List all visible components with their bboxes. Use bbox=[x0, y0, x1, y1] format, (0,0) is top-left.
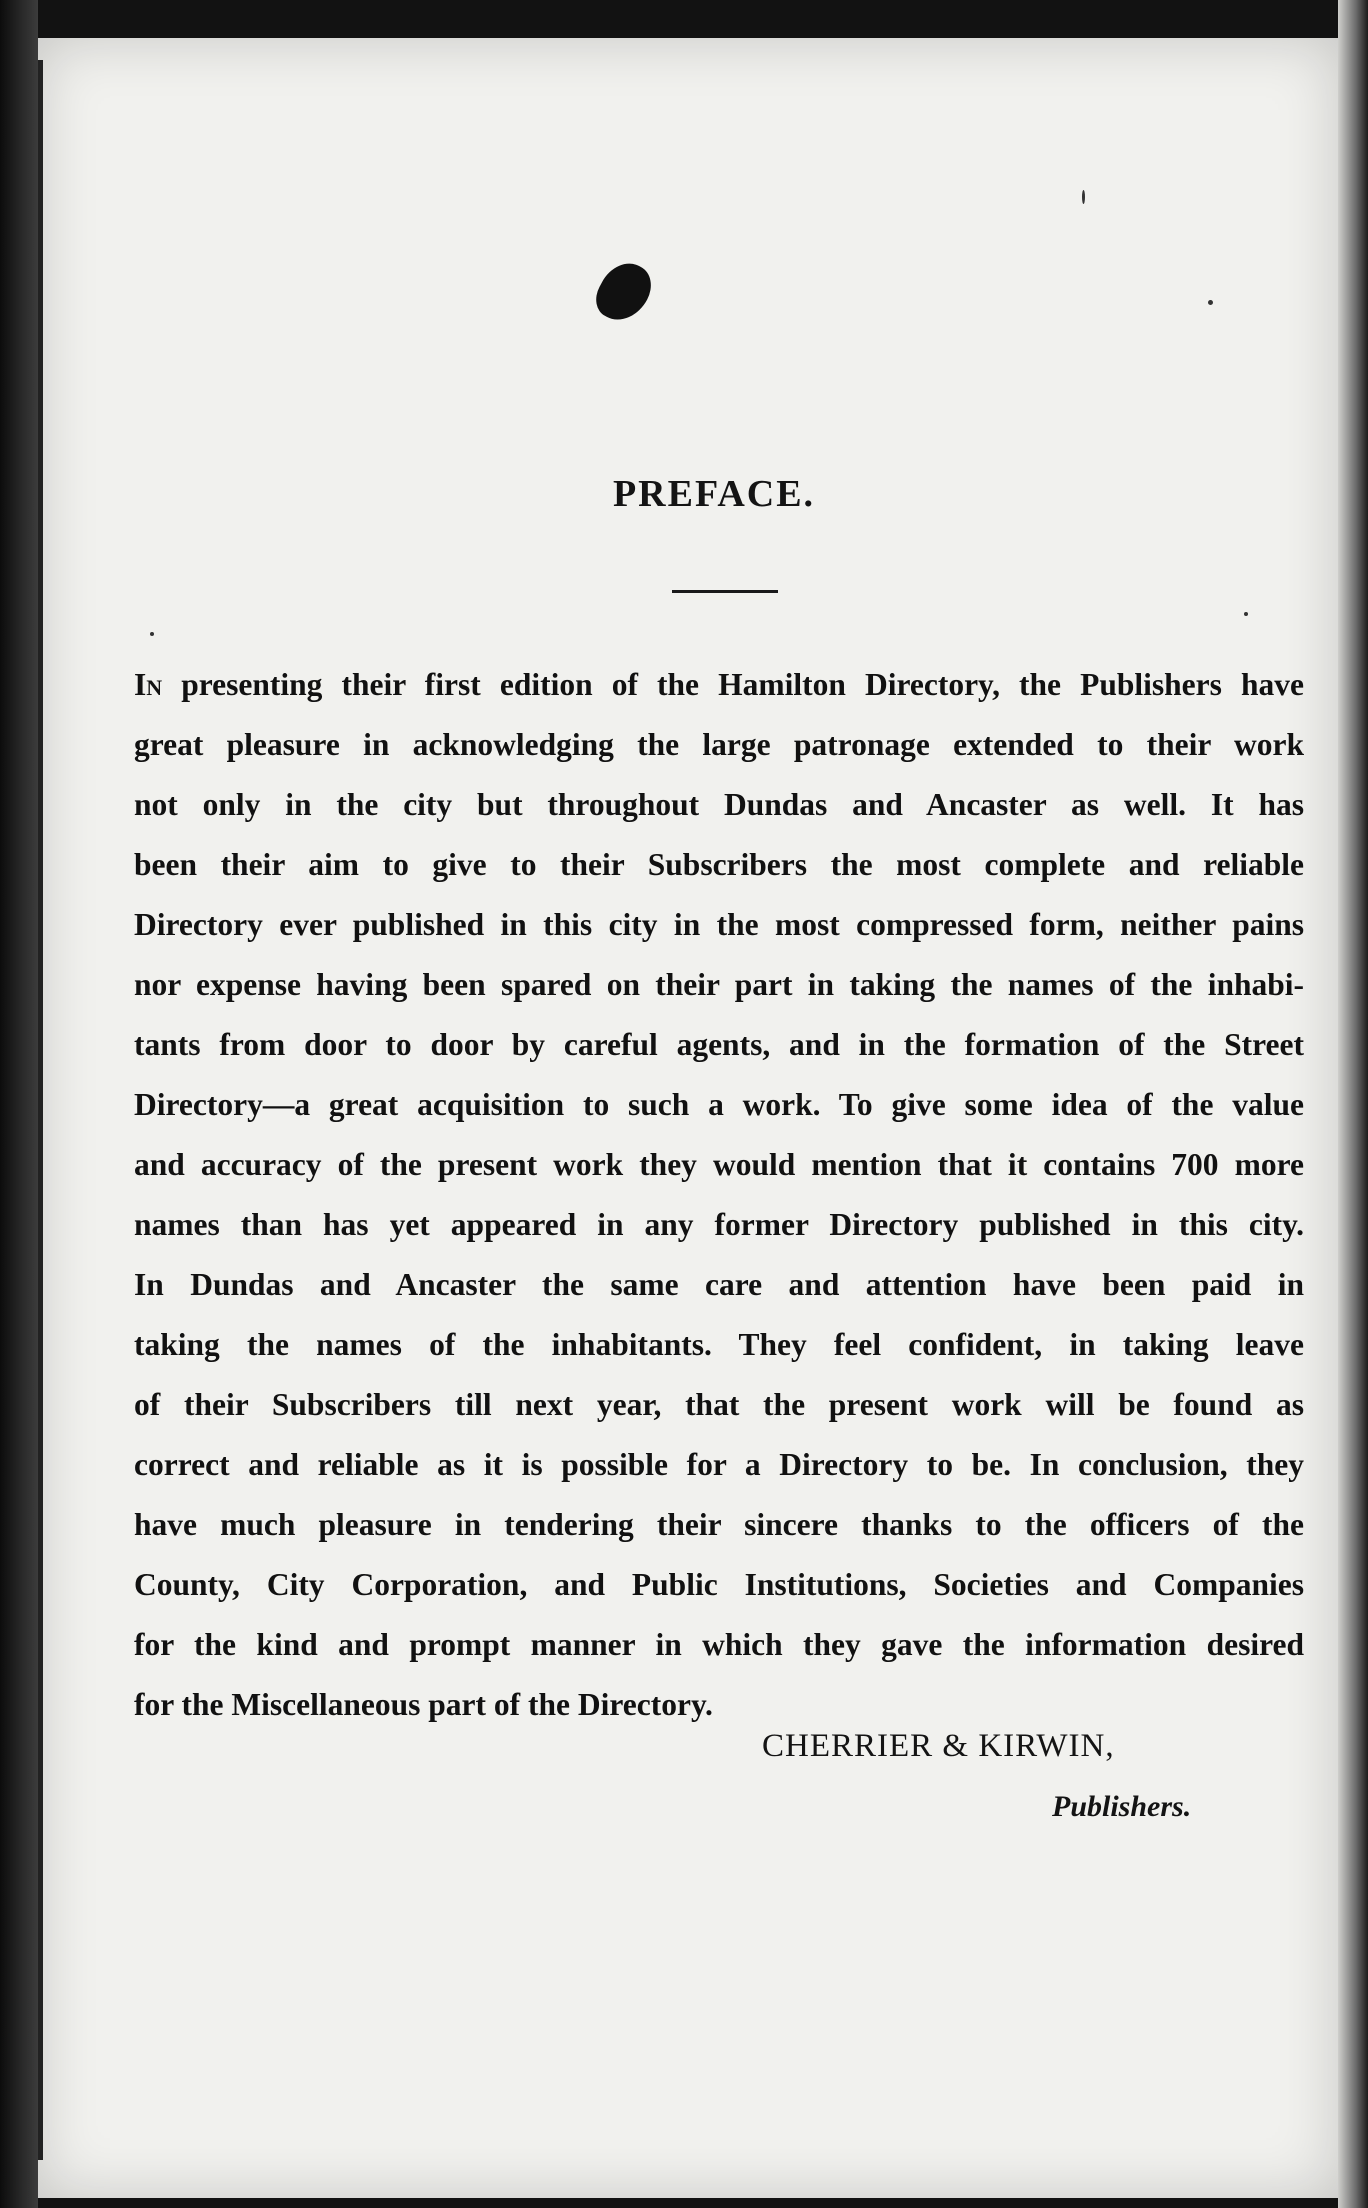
book-binding bbox=[0, 0, 38, 2208]
body-line bbox=[134, 715, 1304, 775]
body-line-text: correct and reliable as it is possible for a Directory to be. In conclusion, they bbox=[134, 1447, 1304, 1482]
body-line bbox=[134, 1135, 1304, 1195]
preface-body bbox=[134, 655, 1304, 1735]
body-line bbox=[134, 835, 1304, 895]
body-line bbox=[134, 1675, 1304, 1735]
body-line-text: Directory—a great acquisition to such a work. To give some idea of the value bbox=[134, 1087, 1304, 1122]
page-title: PREFACE. bbox=[612, 473, 816, 515]
body-line bbox=[134, 1315, 1304, 1375]
body-line bbox=[134, 1435, 1304, 1495]
body-line-text: great pleasure in acknowledging the large patronage extended to their work bbox=[134, 727, 1304, 762]
drop-lead-word: In bbox=[134, 667, 163, 702]
body-line-text: presenting their first edition of the Hamilton Directory, the Publishers have bbox=[162, 667, 1304, 702]
body-line-text: have much pleasure in tendering their sincere thanks to the officers of the bbox=[134, 1507, 1304, 1542]
body-line-text: names than has yet appeared in any former Directory published in this city. bbox=[134, 1207, 1304, 1242]
signature-role: Publishers. bbox=[1052, 1790, 1192, 1823]
body-line bbox=[134, 1495, 1304, 1555]
page-right-edge bbox=[1338, 0, 1368, 2208]
body-line-text: and accuracy of the present work they would mention that it contains 700 more bbox=[134, 1147, 1304, 1182]
body-line bbox=[134, 775, 1304, 835]
body-line bbox=[134, 1255, 1304, 1315]
body-line bbox=[134, 655, 1304, 715]
body-line-text: In Dundas and Ancaster the same care and attention have been paid in bbox=[134, 1267, 1304, 1302]
title-rule bbox=[672, 590, 778, 593]
spine-edge bbox=[38, 60, 43, 2160]
body-line bbox=[134, 1015, 1304, 1075]
signature-name: CHERRIER & KIRWIN, bbox=[762, 1728, 1115, 1764]
body-line-text: taking the names of the inhabitants. They feel confident, in taking leave bbox=[134, 1327, 1304, 1362]
speck bbox=[1082, 190, 1085, 204]
body-line bbox=[134, 1075, 1304, 1135]
body-line-text: nor expense having been spared on their part in taking the names of the inhabi- bbox=[134, 967, 1304, 1002]
body-line bbox=[134, 1375, 1304, 1435]
body-line-text: of their Subscribers till next year, that the present work will be found as bbox=[134, 1387, 1304, 1422]
body-line-text: for the Miscellaneous part of the Directory. bbox=[134, 1687, 713, 1722]
body-line-text: County, City Corporation, and Public Institutions, Societies and Companies bbox=[134, 1567, 1304, 1602]
speck bbox=[1208, 300, 1213, 305]
speck bbox=[150, 632, 154, 636]
body-line bbox=[134, 1195, 1304, 1255]
body-line bbox=[134, 1555, 1304, 1615]
body-line bbox=[134, 895, 1304, 955]
body-line-text: Directory ever published in this city in the most compressed form, neither pains bbox=[134, 907, 1304, 942]
body-line bbox=[134, 1615, 1304, 1675]
body-line-text: for the kind and prompt manner in which they gave the information desired bbox=[134, 1627, 1304, 1662]
body-line-text: been their aim to give to their Subscribers the most complete and reliable bbox=[134, 847, 1304, 882]
body-line-text: not only in the city but throughout Dundas and Ancaster as well. It has bbox=[134, 787, 1304, 822]
body-line bbox=[134, 955, 1304, 1015]
body-line-text: tants from door to door by careful agents, and in the formation of the Street bbox=[134, 1027, 1304, 1062]
speck bbox=[1244, 612, 1248, 616]
